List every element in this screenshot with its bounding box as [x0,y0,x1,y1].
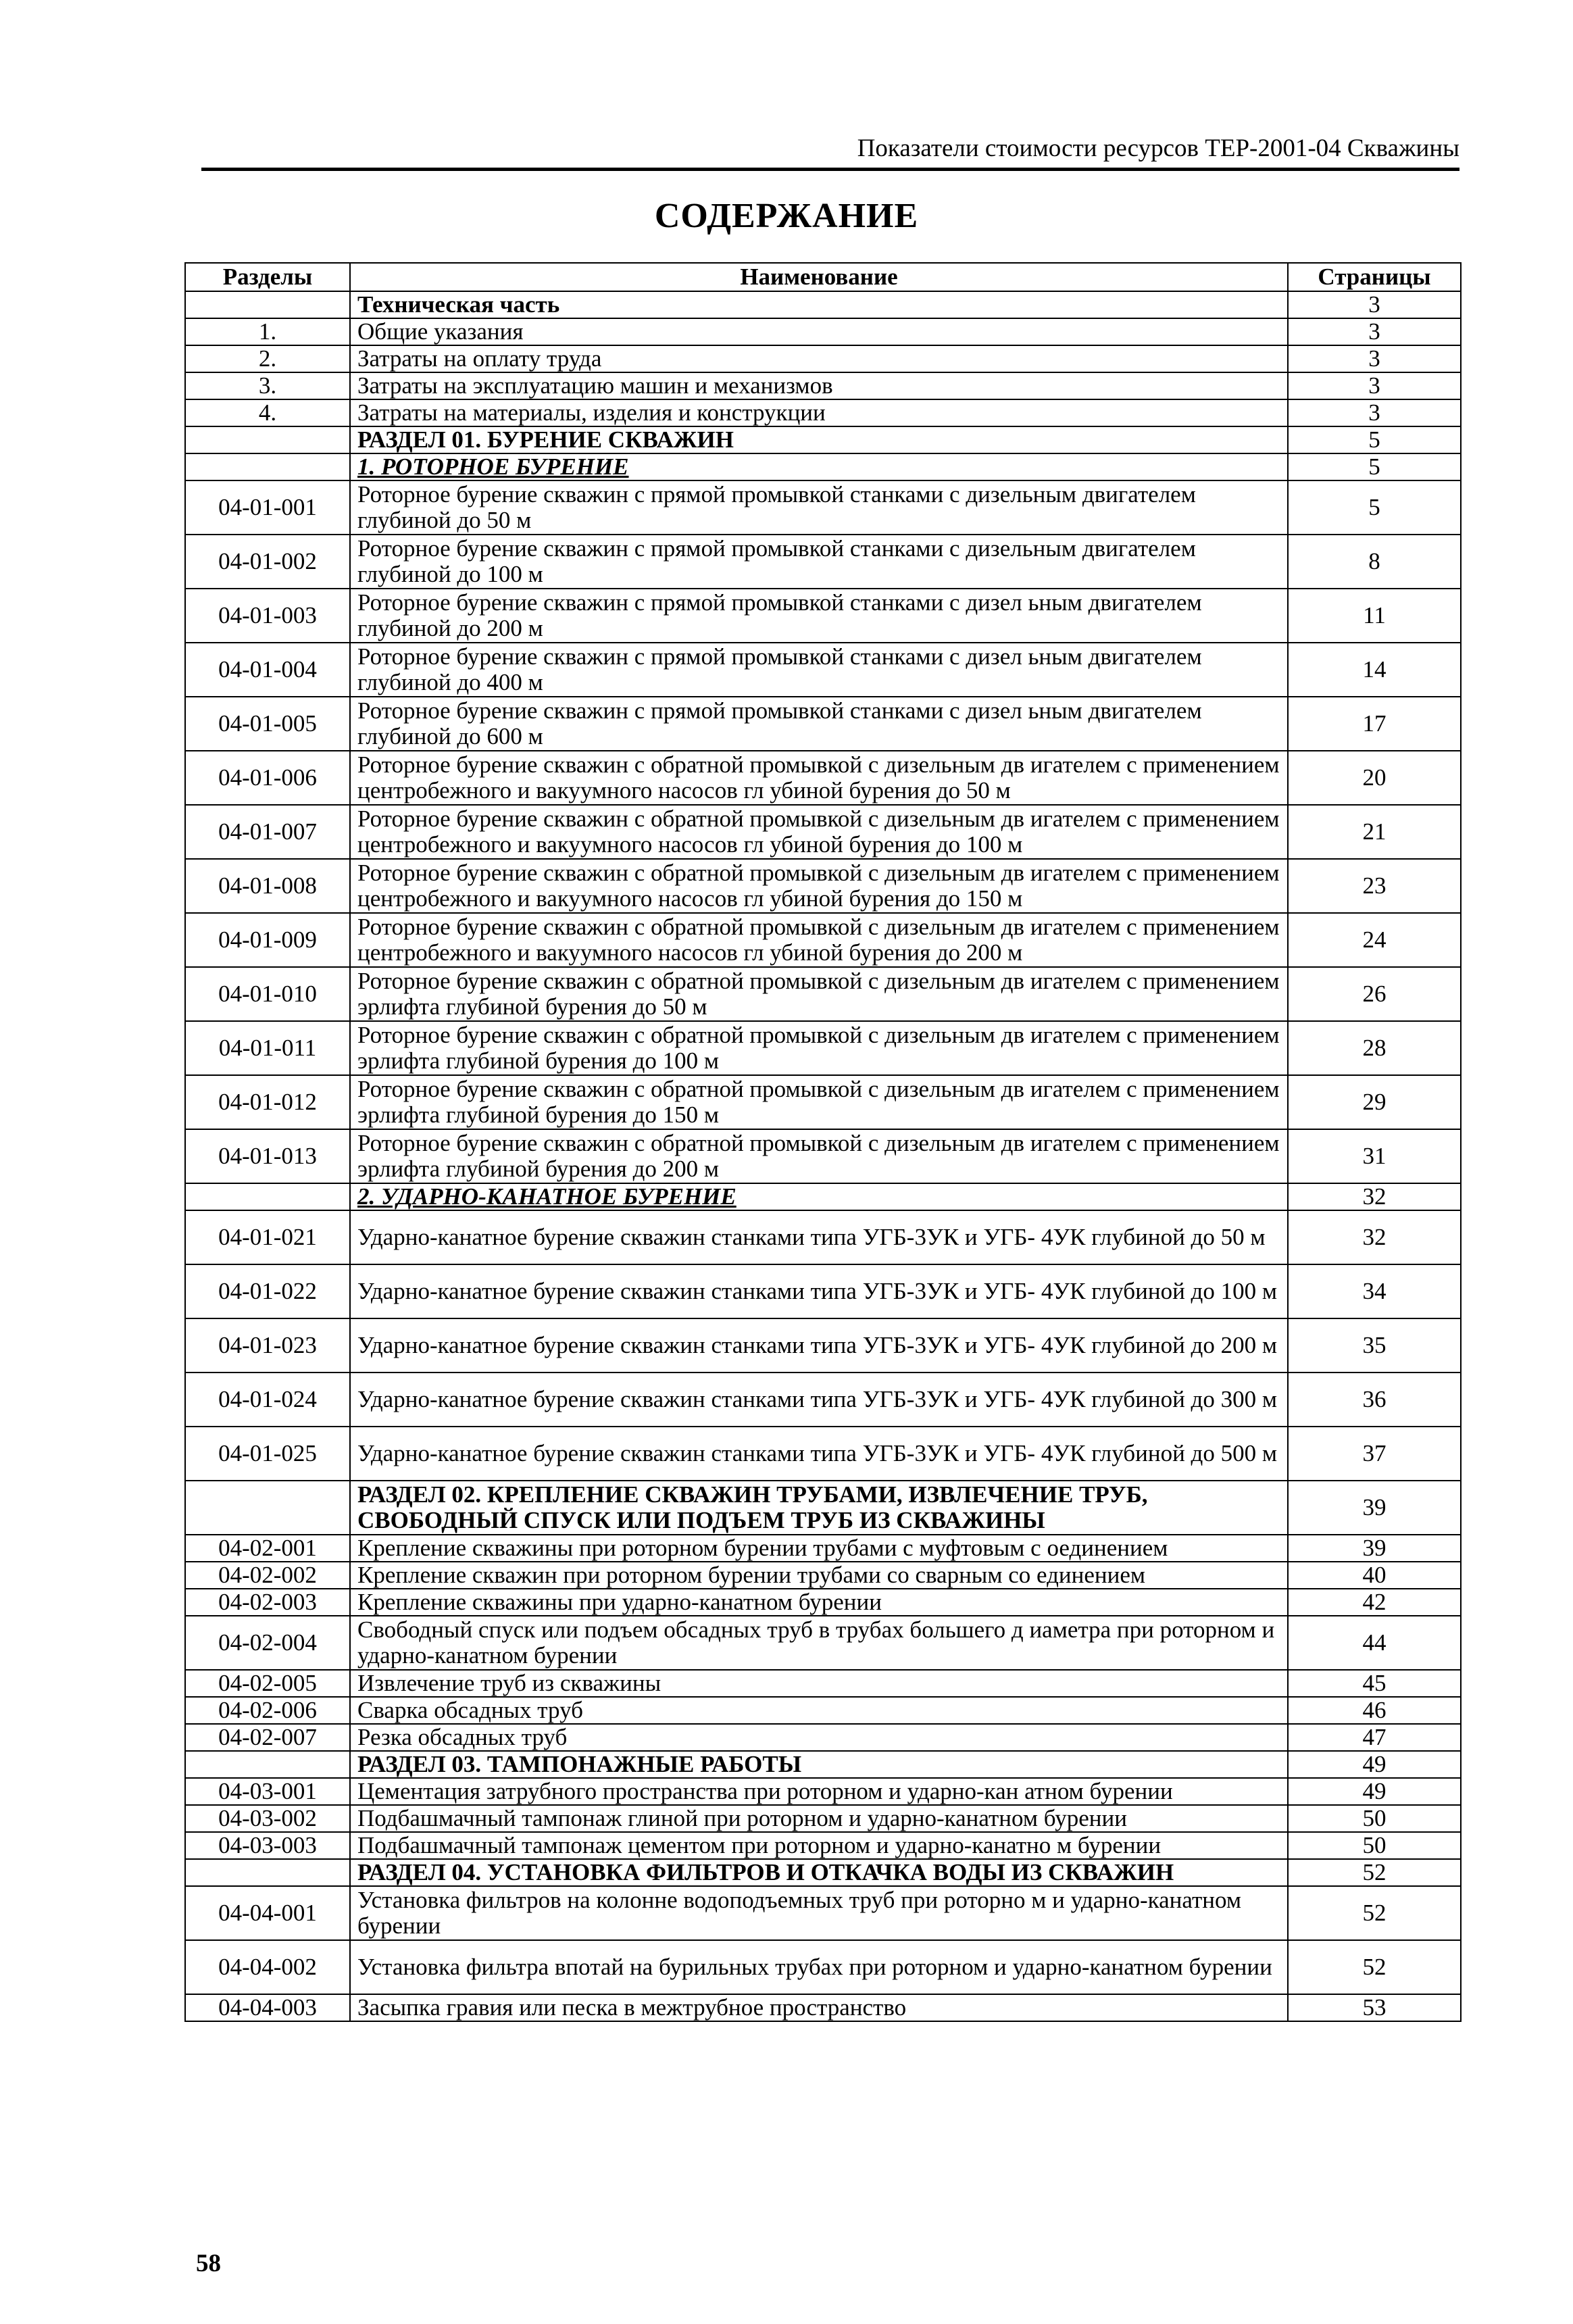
row-code [185,426,350,453]
row-title: РАЗДЕЛ 04. УСТАНОВКА ФИЛЬТРОВ И ОТКАЧКА ВОДЫ ИЗ СКВАЖИН [350,1859,1288,1886]
page-title: СОДЕРЖАНИЕ [654,197,919,235]
row-page: 20 [1288,751,1461,805]
row-title: Цементация затрубного пространства при роторном и ударно-кан атном бурении [350,1778,1288,1805]
row-code: 04-04-002 [185,1940,350,1994]
row-code: 04-02-004 [185,1616,350,1670]
row-code: 04-03-002 [185,1805,350,1832]
row-code: 04-02-003 [185,1589,350,1616]
row-title: Роторное бурение скважин с обратной промывкой с дизельным дв игателем с применением эрлифта глубиной бурения до 50 м [350,967,1288,1021]
row-title: Роторное бурение скважин с обратной промывкой с дизельным дв игателем с применением эрлифта глубиной бурения до 150 м [350,1075,1288,1129]
row-page: 26 [1288,967,1461,1021]
row-title: Роторное бурение скважин с обратной промывкой с дизельным дв игателем с применением центробежного и вакуумного насосов гл убиной бурения до 100 м [350,805,1288,859]
table-row [185,589,1461,643]
row-page: 5 [1288,480,1461,535]
table-row [185,480,1461,535]
row-title: Роторное бурение скважин с обратной промывкой с дизельным дв игателем с применением центробежного и вакуумного насосов гл убиной бурения до 200 м [350,913,1288,967]
table-row [185,372,1461,399]
table-row [185,967,1461,1021]
table-row [185,1859,1461,1886]
row-page: 3 [1288,345,1461,372]
table-row [185,1535,1461,1562]
table-row [185,751,1461,805]
row-title: Ударно-канатное бурение скважин станками типа УГБ-3УК и УГБ- 4УК глубиной до 500 м [350,1427,1288,1481]
row-title: Общие указания [350,318,1288,345]
table-row [185,859,1461,913]
row-page: 52 [1288,1940,1461,1994]
table-row [185,1373,1461,1427]
row-title: Резка обсадных труб [350,1724,1288,1751]
row-page: 23 [1288,859,1461,913]
row-page: 34 [1288,1264,1461,1318]
row-title: Установка фильтра впотай на бурильных трубах при роторном и ударно-канатном бурении [350,1940,1288,1994]
row-page: 44 [1288,1616,1461,1670]
row-title: Ударно-канатное бурение скважин станками типа УГБ-3УК и УГБ- 4УК глубиной до 50 м [350,1210,1288,1264]
row-page: 5 [1288,426,1461,453]
table-row [185,1616,1461,1670]
running-header: Показатели стоимости ресурсов ТЕР-2001-04 Скважины [857,134,1459,162]
row-page: 52 [1288,1886,1461,1940]
table-row [185,1562,1461,1589]
row-page: 37 [1288,1427,1461,1481]
row-title: Роторное бурение скважин с прямой промывкой станками с дизел ьным двигателем глубиной до 600 м [350,697,1288,751]
row-code: 04-01-024 [185,1373,350,1427]
table-row [185,1778,1461,1805]
row-page: 39 [1288,1481,1461,1535]
row-code [185,291,350,318]
row-code [185,1183,350,1210]
row-code: 04-03-001 [185,1778,350,1805]
row-title: Извлечение труб из скважины [350,1670,1288,1697]
row-code [185,1859,350,1886]
row-code: 04-01-002 [185,535,350,589]
row-title: РАЗДЕЛ 01. БУРЕНИЕ СКВАЖИН [350,426,1288,453]
table-row [185,1210,1461,1264]
row-title: 1. РОТОРНОЕ БУРЕНИЕ [350,453,1288,480]
row-code: 04-01-010 [185,967,350,1021]
row-title: Роторное бурение скважин с прямой промывкой станками с дизельным двигателем глубиной до 100 м [350,535,1288,589]
row-code [185,453,350,480]
row-title: Установка фильтров на колонне водоподъемных труб при роторно м и ударно-канатном бурении [350,1886,1288,1940]
table-row [185,535,1461,589]
row-code: 04-01-007 [185,805,350,859]
row-page: 14 [1288,643,1461,697]
row-page: 45 [1288,1670,1461,1697]
table-row [185,1940,1461,1994]
row-title: Роторное бурение скважин с обратной промывкой с дизельным дв игателем с применением эрлифта глубиной бурения до 100 м [350,1021,1288,1075]
table-row [185,1724,1461,1751]
contents-table-body [185,291,1461,2021]
row-title: Затраты на эксплуатацию машин и механизмов [350,372,1288,399]
row-page: 47 [1288,1724,1461,1751]
row-code: 04-01-023 [185,1318,350,1373]
row-page: 3 [1288,318,1461,345]
table-header-row [185,263,1461,291]
row-code: 04-02-005 [185,1670,350,1697]
row-title: РАЗДЕЛ 02. КРЕПЛЕНИЕ СКВАЖИН ТРУБАМИ, ИЗВЛЕЧЕНИЕ ТРУБ, СВОБОДНЫЙ СПУСК ИЛИ ПОДЪЕМ ТРУБ ИЗ СКВАЖИНЫ [350,1481,1288,1535]
row-code: 04-01-012 [185,1075,350,1129]
table-row [185,697,1461,751]
row-page: 24 [1288,913,1461,967]
table-row [185,1129,1461,1183]
row-page: 35 [1288,1318,1461,1373]
row-page: 8 [1288,535,1461,589]
row-title: Сварка обсадных труб [350,1697,1288,1724]
row-title: РАЗДЕЛ 03. ТАМПОНАЖНЫЕ РАБОТЫ [350,1751,1288,1778]
row-page: 49 [1288,1778,1461,1805]
row-code: 04-02-006 [185,1697,350,1724]
table-row [185,291,1461,318]
table-row [185,1832,1461,1859]
row-page: 36 [1288,1373,1461,1427]
row-title: Крепление скважины при ударно-канатном бурении [350,1589,1288,1616]
row-code: 04-01-001 [185,480,350,535]
row-title: Роторное бурение скважин с обратной промывкой с дизельным дв игателем с применением эрлифта глубиной бурения до 200 м [350,1129,1288,1183]
row-code: 1. [185,318,350,345]
row-page: 3 [1288,291,1461,318]
row-code: 04-01-011 [185,1021,350,1075]
table-row [185,1805,1461,1832]
table-row [185,1994,1461,2021]
row-code: 04-01-013 [185,1129,350,1183]
row-page: 5 [1288,453,1461,480]
table-row [185,426,1461,453]
row-page: 3 [1288,372,1461,399]
row-page: 29 [1288,1075,1461,1129]
row-title: Затраты на оплату труда [350,345,1288,372]
table-row [185,1589,1461,1616]
table-row [185,1751,1461,1778]
row-title: Подбашмачный тампонаж глиной при роторном и ударно-канатном бурении [350,1805,1288,1832]
table-row [185,1318,1461,1373]
column-header-sections: Разделы [185,263,350,291]
row-title: Роторное бурение скважин с прямой промывкой станками с дизельным двигателем глубиной до 50 м [350,480,1288,535]
table-row [185,345,1461,372]
row-title: Ударно-канатное бурение скважин станками типа УГБ-3УК и УГБ- 4УК глубиной до 100 м [350,1264,1288,1318]
table-row [185,643,1461,697]
row-title: Засыпка гравия или песка в межтрубное пространство [350,1994,1288,2021]
row-page: 50 [1288,1805,1461,1832]
row-code: 04-04-003 [185,1994,350,2021]
table-row [185,913,1461,967]
row-code: 04-01-008 [185,859,350,913]
row-page: 52 [1288,1859,1461,1886]
table-row [185,1886,1461,1940]
column-header-pages: Страницы [1288,263,1461,291]
table-row [185,1075,1461,1129]
row-title: Свободный спуск или подъем обсадных труб в трубах большего д иаметра при роторном и ударно-канатном бурении [350,1616,1288,1670]
row-page: 46 [1288,1697,1461,1724]
row-page: 50 [1288,1832,1461,1859]
row-code: 04-01-021 [185,1210,350,1264]
table-row [185,1183,1461,1210]
row-page: 31 [1288,1129,1461,1183]
row-page: 39 [1288,1535,1461,1562]
contents-table [184,262,1462,2022]
table-row [185,1264,1461,1318]
row-code: 04-01-022 [185,1264,350,1318]
row-page: 32 [1288,1210,1461,1264]
row-page: 11 [1288,589,1461,643]
row-code: 04-01-004 [185,643,350,697]
row-code: 04-03-003 [185,1832,350,1859]
row-title: Ударно-канатное бурение скважин станками типа УГБ-3УК и УГБ- 4УК глубиной до 300 м [350,1373,1288,1427]
row-page: 3 [1288,399,1461,426]
row-page: 21 [1288,805,1461,859]
table-row [185,805,1461,859]
row-page: 49 [1288,1751,1461,1778]
header-rule [201,168,1459,171]
row-title: Роторное бурение скважин с обратной промывкой с дизельным дв игателем с применением центробежного и вакуумного насосов гл убиной бурения до 150 м [350,859,1288,913]
row-code: 04-02-001 [185,1535,350,1562]
row-title: Роторное бурение скважин с прямой промывкой станками с дизел ьным двигателем глубиной до 200 м [350,589,1288,643]
row-title: Роторное бурение скважин с прямой промывкой станками с дизел ьным двигателем глубиной до 400 м [350,643,1288,697]
row-title: Техническая часть [350,291,1288,318]
table-row [185,453,1461,480]
row-title: Подбашмачный тампонаж цементом при роторном и ударно-канатно м бурении [350,1832,1288,1859]
row-title: Ударно-канатное бурение скважин станками типа УГБ-3УК и УГБ- 4УК глубиной до 200 м [350,1318,1288,1373]
table-row [185,399,1461,426]
table-row [185,1021,1461,1075]
row-code: 4. [185,399,350,426]
row-code: 04-02-007 [185,1724,350,1751]
row-code: 04-02-002 [185,1562,350,1589]
row-page: 17 [1288,697,1461,751]
row-title: Роторное бурение скважин с обратной промывкой с дизельным дв игателем с применением центробежного и вакуумного насосов гл убиной бурения до 50 м [350,751,1288,805]
row-code: 3. [185,372,350,399]
row-title: 2. УДАРНО-КАНАТНОЕ БУРЕНИЕ [350,1183,1288,1210]
row-code: 04-01-009 [185,913,350,967]
table-row [185,1427,1461,1481]
row-page: 53 [1288,1994,1461,2021]
row-title: Затраты на материалы, изделия и конструкции [350,399,1288,426]
row-page: 40 [1288,1562,1461,1589]
row-page: 42 [1288,1589,1461,1616]
row-code: 04-04-001 [185,1886,350,1940]
row-code [185,1481,350,1535]
row-title: Крепление скважины при роторном бурении трубами с муфтовым с оединением [350,1535,1288,1562]
row-code: 04-01-005 [185,697,350,751]
row-code: 04-01-006 [185,751,350,805]
row-page: 28 [1288,1021,1461,1075]
row-code: 2. [185,345,350,372]
table-row [185,1697,1461,1724]
row-code: 04-01-003 [185,589,350,643]
table-row [185,1670,1461,1697]
table-row [185,1481,1461,1535]
row-title: Крепление скважин при роторном бурении трубами со сварным со единением [350,1562,1288,1589]
page-number: 58 [196,2250,221,2277]
table-row [185,318,1461,345]
column-header-name: Наименование [350,263,1288,291]
row-code: 04-01-025 [185,1427,350,1481]
row-code [185,1751,350,1778]
row-page: 32 [1288,1183,1461,1210]
